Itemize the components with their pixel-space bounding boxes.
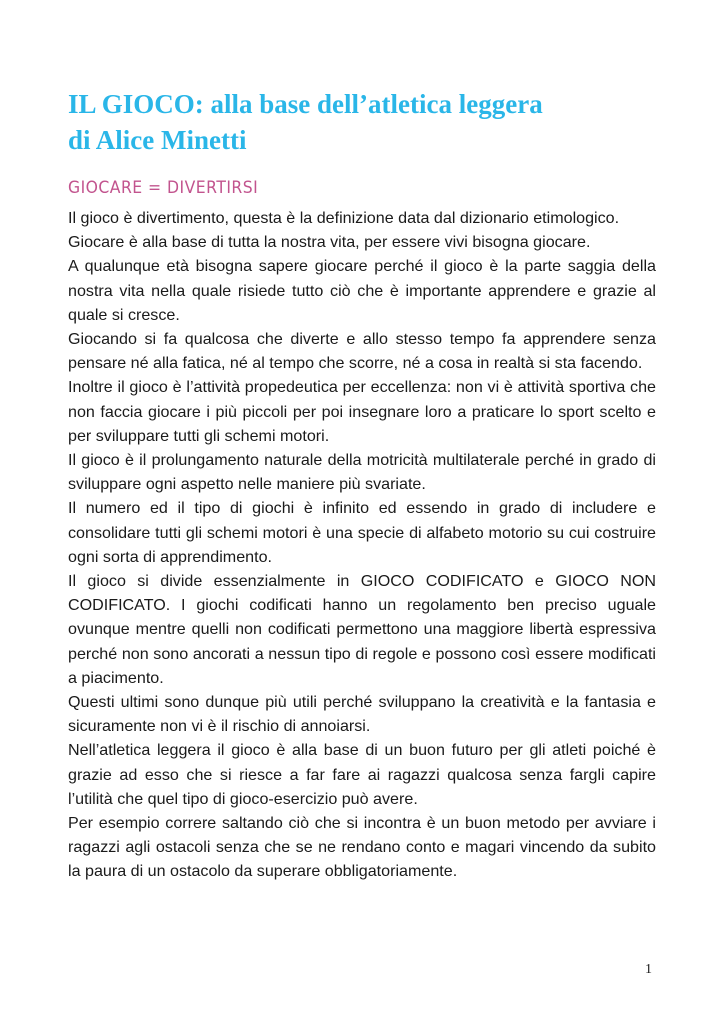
title-line-2: di Alice Minetti xyxy=(68,125,247,155)
section-heading: GIOCARE = DIVERTIRSI xyxy=(68,178,259,198)
paragraph: Nell’atletica leggera il gioco è alla base di un buon futuro per gli atleti poiché è grazie ad esso che si riesce a far fare ai ragazzi qualcosa senza fargli capire l’utilità che quel tipo di gioco-esercizio può avere. xyxy=(68,741,656,808)
paragraph: Questi ultimi sono dunque più utili perché sviluppano la creatività e la fantasia e sicuramente non vi è il rischio di annoiarsi. xyxy=(68,693,656,736)
document-body xyxy=(68,206,656,884)
paragraph: Inoltre il gioco è l’attività propedeutica per eccellenza: non vi è attività sportiva che non faccia giocare i più piccoli per poi insegnare loro a praticare lo sport scelto e per sviluppare tutti gli schemi motori. xyxy=(68,378,656,445)
paragraph: Il gioco è divertimento, questa è la definizione data dal dizionario etimologico. xyxy=(68,209,620,227)
title-line-1: IL GIOCO: alla base dell’atletica leggera xyxy=(68,89,543,119)
paragraph: Il numero ed il tipo di giochi è infinito ed essendo in grado di includere e consolidare tutti gli schemi motori è una specie di alfabeto motorio su cui costruire ogni sorta di apprendimento. xyxy=(68,499,656,566)
document-title xyxy=(68,86,668,158)
page-number: 1 xyxy=(645,962,652,977)
paragraph: Giocare è alla base di tutta la nostra vita, per essere vivi bisogna giocare. xyxy=(68,233,591,252)
paragraph: Per esempio correre saltando ciò che si incontra è un buon metodo per avviare i ragazzi agli ostacoli senza che se ne rendano conto e magari vincendo da subito la paura di un ostacolo da superare obbligatoriamente. xyxy=(68,814,656,881)
paragraph: Giocando si fa qualcosa che diverte e allo stesso tempo fa apprendere senza pensare né alla fatica, né al tempo che scorre, né a cosa in realtà si sta facendo. xyxy=(68,330,656,373)
paragraph: Il gioco è il prolungamento naturale della motricità multilaterale perché in grado di sviluppare ogni aspetto nelle maniere più svariate. xyxy=(68,451,656,494)
paragraph: A qualunque età bisogna sapere giocare perché il gioco è la parte saggia della nostra vita nella quale risiede tutto ciò che è importante apprendere e grazie al quale si cresce. xyxy=(68,257,656,324)
paragraph: Il gioco si divide essenzialmente in GIOCO CODIFICATO e GIOCO NON CODIFICATO. I giochi codificati hanno un regolamento ben preciso uguale ovunque mentre quelli non codificati permettono una maggiore libertà espressiva perché non sono ancorati a nessun tipo di regole e possono così essere modificati a piacimento. xyxy=(68,572,656,687)
